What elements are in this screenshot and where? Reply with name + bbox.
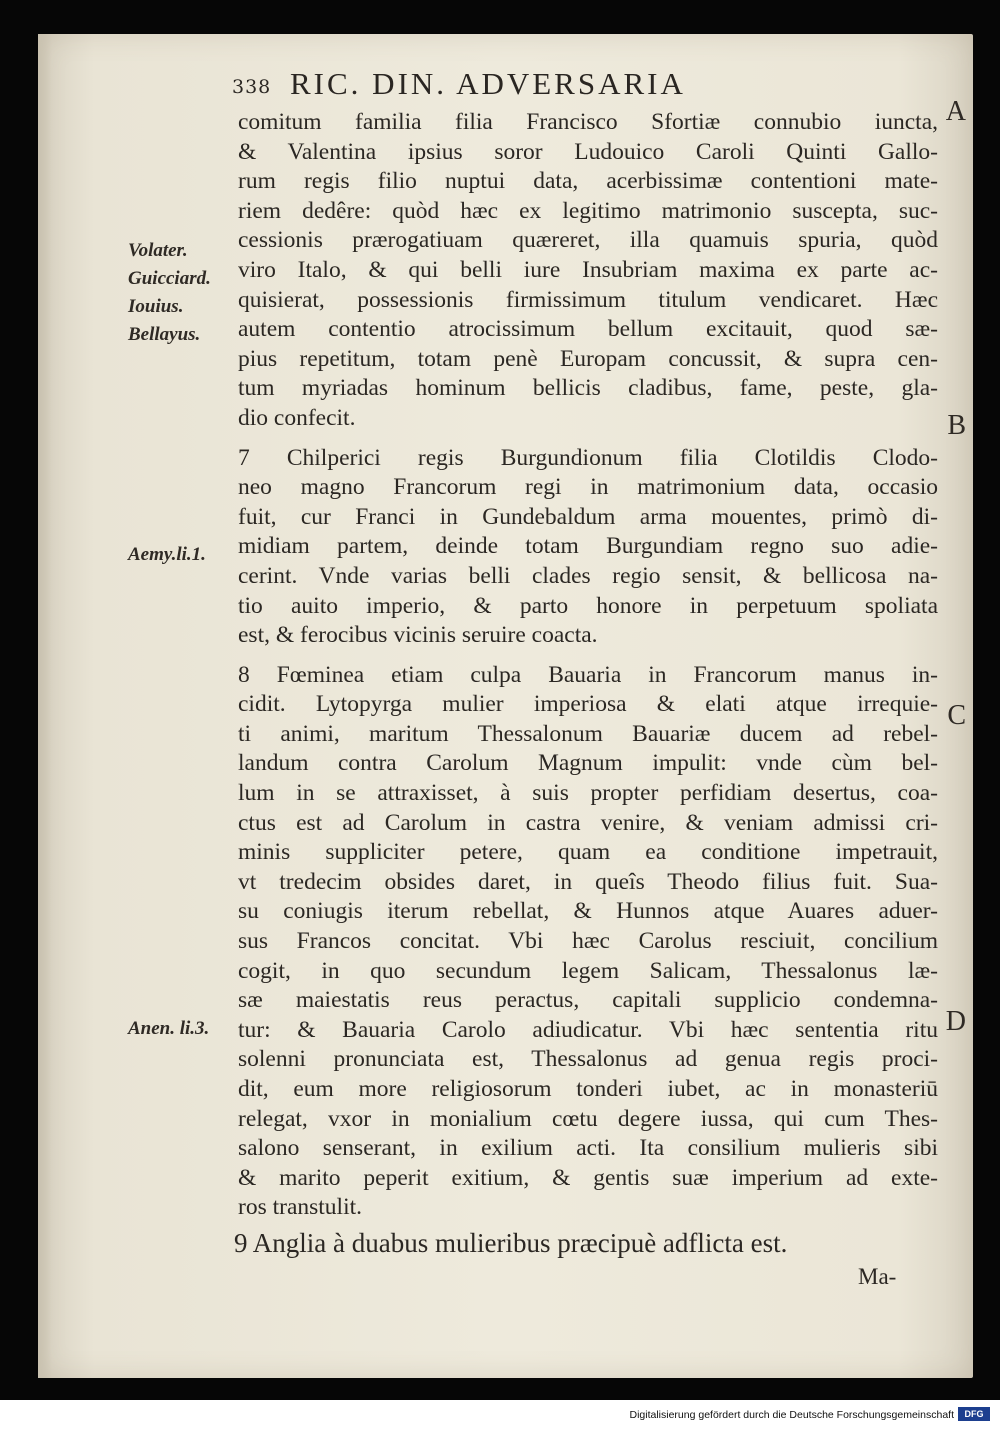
paragraph-7-line: 7 Chilperici regis Burgundionum filia Clotildis Clodo- (238, 444, 938, 471)
dfg-logo-icon: DFG (958, 1407, 990, 1421)
text-line: tum myriadas hominum bellicis cladibus, fame, peste, gla- (238, 375, 938, 402)
running-head: RIC. DIN. ADVERSARIA (290, 66, 686, 101)
text-line: ctus est ad Carolum in castra venire, & veniam admissi cri- (238, 809, 938, 836)
text-line: solenni pronunciata est, Thessalonus ad genua regis proci- (238, 1046, 938, 1073)
funding-credit: Digitalisierung gefördert durch die Deutsche Forschungsgemeinschaft (629, 1409, 954, 1421)
side-letter-c: C (947, 700, 966, 731)
side-letter-d: D (945, 1006, 966, 1037)
text-line: vt tredecim obsides daret, in queîs Theodo filius fuit. Sua- (238, 868, 938, 895)
text-line: sæ maiestatis reus peractus, capitali supplicio condemna- (238, 987, 938, 1014)
text-line: cessionis prærogatiuam quæreret, illa quamuis spuria, quòd (238, 227, 938, 254)
text-line: riem dedêre: quòd hæc ex legitimo matrimonio suscepta, suc- (238, 197, 938, 224)
text-line: lum in se attraxisset, à suis propter perfidiam desertus, coa- (238, 780, 938, 807)
text-line: relegat, vxor in monialium cœtu degere iussa, qui cum Thes- (238, 1105, 938, 1132)
text-line: viro Italo, & qui belli iure Insubriam maxima ex parte ac- (238, 256, 938, 283)
page-number: 338 (232, 76, 272, 98)
text-line: salono senserant, in exilium acti. Ita consilium mulieris sibi (238, 1135, 938, 1162)
side-letter-b: B (947, 410, 966, 441)
margin-note-iouius: Iouius. (128, 296, 184, 317)
text-line: ti animi, maritum Thessalonum Bauariæ ducem ad rebel- (238, 720, 938, 747)
text-line: quisierat, possessionis firmissimum titulum vendicaret. Hæc (238, 286, 938, 313)
margin-note-anen: Anen. li.3. (128, 1018, 210, 1039)
side-letter-a: A (945, 96, 966, 127)
body-text (238, 108, 938, 1223)
text-line: & marito peperit exitium, & gentis suæ imperium ad exte- (238, 1164, 938, 1191)
page-gutter-shadow (38, 34, 52, 1378)
text-line: est, & ferocibus vicinis seruire coacta. (238, 622, 598, 649)
text-line: tur: & Bauaria Carolo adiudicatur. Vbi hæc sententia ritu (238, 1016, 938, 1043)
text-line: cogit, in quo secundum legem Salicam, Thessalonus læ- (238, 957, 938, 984)
page-header (232, 66, 932, 106)
paragraph-9-heading: 9 Anglia à duabus mulieribus præcipuè adflicta est. (234, 1228, 788, 1258)
text-line: landum contra Carolum Magnum impulit: vnde cùm bel- (238, 750, 938, 777)
text-line: fuit, cur Franci in Gundebaldum arma mouentes, primò di- (238, 503, 938, 530)
text-line: minis suppliciter petere, quam ea conditione impetrauit, (238, 839, 938, 866)
text-line: autem contentio atrocissimum bellum excitauit, quod sæ- (238, 316, 938, 343)
text-line: comitum familia filia Francisco Sfortiæ connubio iuncta, (238, 109, 938, 135)
text-line: ros transtulit. (238, 1194, 363, 1221)
text-line: & Valentina ipsius soror Ludouico Caroli Quinti Gallo- (238, 138, 938, 165)
text-line: cidit. Lytopyrga mulier imperiosa & elati atque irrequie- (238, 691, 938, 718)
text-line: neo magno Francorum regi in matrimonium data, occasio (238, 474, 938, 501)
text-line: su coniugis iterum rebellat, & Hunnos atque Auares aduer- (238, 898, 938, 925)
text-line: sus Francos concitat. Vbi hæc Carolus resciuit, concilium (238, 928, 938, 955)
text-line: cerint. Vnde varias belli clades regio sensit, & bellicosa na- (238, 562, 938, 589)
paragraph-8-line: 8 Fœminea etiam culpa Bauaria in Francorum manus in- (238, 661, 938, 688)
text-line: tio auito imperio, & parto honore in perpetuum spoliata (238, 592, 938, 619)
text-line: rum regis filio nuptui data, acerbissimæ contentioni mate- (238, 168, 938, 195)
text-line: dit, eum more religiosorum tonderi iubet, ac in monasteriū (238, 1076, 938, 1102)
margin-note-guicciard: Guicciard. (128, 268, 211, 289)
text-line: dio confecit. (238, 404, 356, 431)
margin-note-volater: Volater. (128, 240, 188, 261)
footer-bar (0, 1400, 1000, 1429)
margin-note-aemy: Aemy.li.1. (128, 544, 206, 565)
catchword: Ma- (858, 1264, 897, 1289)
text-line: midiam partem, deinde totam Burgundiam regno suo adie- (238, 533, 938, 560)
text-line: pius repetitum, totam penè Europam concussit, & supra cen- (238, 345, 938, 372)
margin-note-bellayus: Bellayus. (128, 324, 201, 345)
